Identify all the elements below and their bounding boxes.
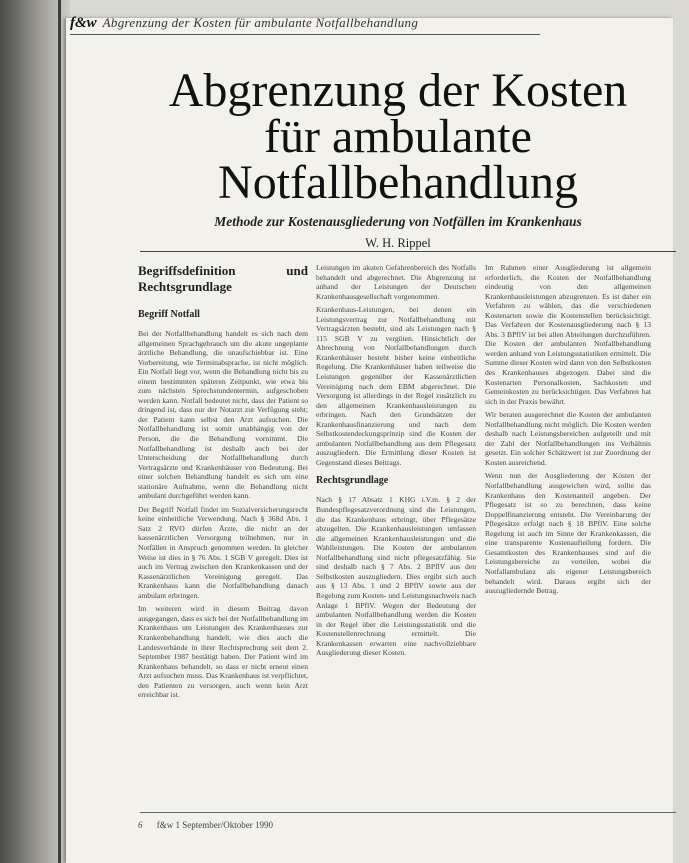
section-heading: Begriffsdefinition und Rechtsgrundlage <box>138 263 308 294</box>
title-line: Abgrenzung der Kosten <box>168 64 628 117</box>
book-gutter <box>58 0 61 863</box>
article-author: W. H. Rippel <box>365 236 431 250</box>
article-title <box>120 64 676 209</box>
page-footer <box>138 820 273 830</box>
paragraph: Leistungen im akuten Gefahrenbereich des Notfalls behandelt und abgerechnet. Die Abgrenzung ist anhand der Leistungen der Deutschen Krankenhausgesellschaft vorgenommen. <box>316 263 476 301</box>
paragraph: Wir beraten ausgerechnet die Kosten der ambulanten Notfallbehandlung nicht möglich. Die Kosten werden deshalb nach Leistungsbereichen aufgeteilt und mit der Zahl der Notfallbehandlungen ins Verhältnis gesetzt. Ein solcher Schätzwert ist zur Zuordnung der Kosten ausreichend. <box>485 410 651 467</box>
column-2 <box>316 263 476 808</box>
article-subtitle: Methode zur Kostenausgliederung von Notfällen im Krankenhaus <box>214 214 582 229</box>
running-head-text: Abgrenzung der Kosten für ambulante Notfallbehandlung <box>102 15 419 30</box>
subsection-heading: Begriff Notfall <box>138 309 200 320</box>
running-head <box>70 14 540 32</box>
title-rule <box>140 251 676 252</box>
title-line: Notfallbehandlung <box>218 156 578 209</box>
title-line: für ambulante <box>264 110 532 163</box>
column-3 <box>485 263 651 808</box>
paragraph: Krankenhaus-Leistungen, bei denen ein Leistungsvertrag zur Notfallbehandlung mit Vertragsärzten besteht, sind als Leistungen nach § 115 SGB V zu vergüten. Hinsichtlich der Abrechnung von Notfallbehandlungen durch Krankenhäuser besteht bisher keine einheitliche Regelung. Die Krankenhäuser haben teilweise die Leistungen gegenüber der Kassenärztlichen Vereinigung nach dem EBM abgerechnet. Die Versorgung ist allerdings in der Regel zusätzlich zu den allgemeinen Krankenhausleistungen zu erbringen. Nach den Grundsätzen der Krankenhausfinanzierung und nach dem Selbstkostendeckungsprinzip sind die Kosten der ambulanten Notfallbehandlung aus dem Pflegesatz auszugliedern. Die Ermittlung dieser Kosten ist Gegenstand dieses Beitrags. <box>316 305 476 467</box>
subsection-heading: Rechtsgrundlage <box>316 475 389 487</box>
paragraph: Im weiteren wird in diesem Beitrag davon ausgegangen, dass es sich bei der Notfallbehandlung im Krankenhaus um Leistungen des Krankenhauses zur Krankenbehandlung handelt, wie dies auch die Landesverbände in ihrer Rechtsprechung seit dem 2. September 1987 bestätigt haben. Der Patient wird im Krankenhaus behandelt, so dass er nicht erneut einen Arzt aufsuchen muss. Das Krankenhaus ist verpflichtet, den Patienten zu versorgen, auch wenn kein Arzt erreichbar ist. <box>138 604 308 700</box>
column-1 <box>138 263 308 808</box>
paragraph: Nach § 17 Absatz 1 KHG i.V.m. § 2 der Bundespflegesatzverordnung sind die Leistungen, die das Krankenhaus erbringt, über Pflegesätze abzugelten. Die Krankenhausleistungen umfassen die allgemeinen Krankenhausleistungen und die Wahlleistungen. Die Kosten der ambulanten Notfallbehandlung sind nicht pflegesatzfähig. Sie sind deshalb nach § 7 Abs. 2 BPflV aus den Selbstkosten auszugliedern. Dies ergibt sich auch aus § 13 Abs. 1 und 2 BPflV sowie aus der Regelung zum Kosten- und Leistungsnachweis nach Anlage 1 BPflV. Wegen der Bedeutung der ambulanten Notfallbehandlung werden die Kosten in der Regel über die Leistungsstatistik und die Kostenstellenrechnung ermittelt. Die Krankenkassen erwarten eine nachvollziehbare Ausgliederung dieser Kosten. <box>316 495 476 658</box>
paragraph: Der Begriff Notfall findet im Sozialversicherungsrecht keine einheitliche Verwendung. Nach § 368d Abs. 1 Satz 2 RVO dürfen Ärzte, die nicht an der kassenärztlichen Versorgung teilnehmen, nur in Notfällen in Anspruch genommen werden. In gleicher Weise ist dies in § 76 Abs. 1 SGB V geregelt. Dies ist auch im Vertrag zwischen den Krankenkassen und der Kassenärztlichen Vereinigung geregelt. Das Krankenhaus kann die Notfallbehandlung danach ambulant erbringen. <box>138 504 308 600</box>
footer-text: f&w 1 September/Oktober 1990 <box>156 820 273 830</box>
paragraph: Bei der Notfallbehandlung handelt es sich nach dem allgemeinen Sprachgebrauch um die akute ungeplante ärztliche Behandlung, die unaufschiebbar ist. Eine Vorbereitung, wie Terminabsprache, ist nicht möglich. Ein Notfall liegt vor, wenn die Behandlung nicht bis zu einem bestimmten späteren Zeitpunkt, wie etwa bis zum nächsten Sprechstundentermin, aufgeschoben werden kann. Notfall bedeutet nicht, dass der Patient so dringend ist, dass nur der Notarzt zur Verfügung steht; der Patient kann selbst den Arzt aufsuchen. Die Notfallbehandlung ist somit unabhängig von der Person, die die Behandlung vornimmt. Die Notfallbehandlung ist deshalb auch bei der Unterscheidung der Notfallbehandlung durch Vertragsärzte und Krankenhäuser von Bedeutung. Bei einer solchen Behandlung handelt es sich um eine stationäre Aufnahme, wenn die Behandlung nicht ambulant durchgeführt werden kann. <box>138 329 308 501</box>
running-head-rule <box>70 34 540 35</box>
paragraph: Wenn nun der Ausgliederung der Kosten der Notfallbehandlung ausgewichen wird, sollte das Krankenhaus den Kostenanteil angeben. Der Pflegesatz ist so zu berechnen, dass keine Doppelfinanzierung entsteht. Die Vereinbarung der Pflegesätze erfolgt nach § 18 BPflV. Eine solche Regelung ist auch im Sinne der Krankenkassen, die eine transparente Kostenaufteilung fordern. Die Gesamtkosten des Krankenhauses sind auf die Leistungsbereiche zu verteilen, wobei die Notfallambulanz als eigener Leistungsbereich behandelt wird. Daraus ergibt sich der auszugliedernde Betrag. <box>485 471 651 596</box>
page-number: 6 <box>138 820 143 830</box>
journal-logo: f&w <box>70 14 97 31</box>
footer-rule <box>140 812 676 813</box>
paragraph: Im Rahmen einer Ausgliederung ist allgemein erforderlich, die Kosten der Notfallbehandlung eindeutig von den allgemeinen Krankenhausleistungen abzugrenzen. Es ist daher ein Verfahren zu wählen, das die verschiedenen Kostenarten sowie die Kostenstellen berücksichtigt. Das Verfahren der Kostenausgliederung nach § 13 Abs. 3 BPflV ist bei allen Abteilungen durchzuführen. Die Kosten der ambulanten Notfallbehandlung werden anhand von Leistungsstatistiken ermittelt. Die Summe dieser Kosten wird dann von den Selbstkosten des Krankenhauses abgezogen. Dabei sind die Kostenarten Personalkosten, Sachkosten und Gemeinkosten zu berücksichtigen. Das Verfahren hat sich in der Praxis bewährt. <box>485 263 651 406</box>
